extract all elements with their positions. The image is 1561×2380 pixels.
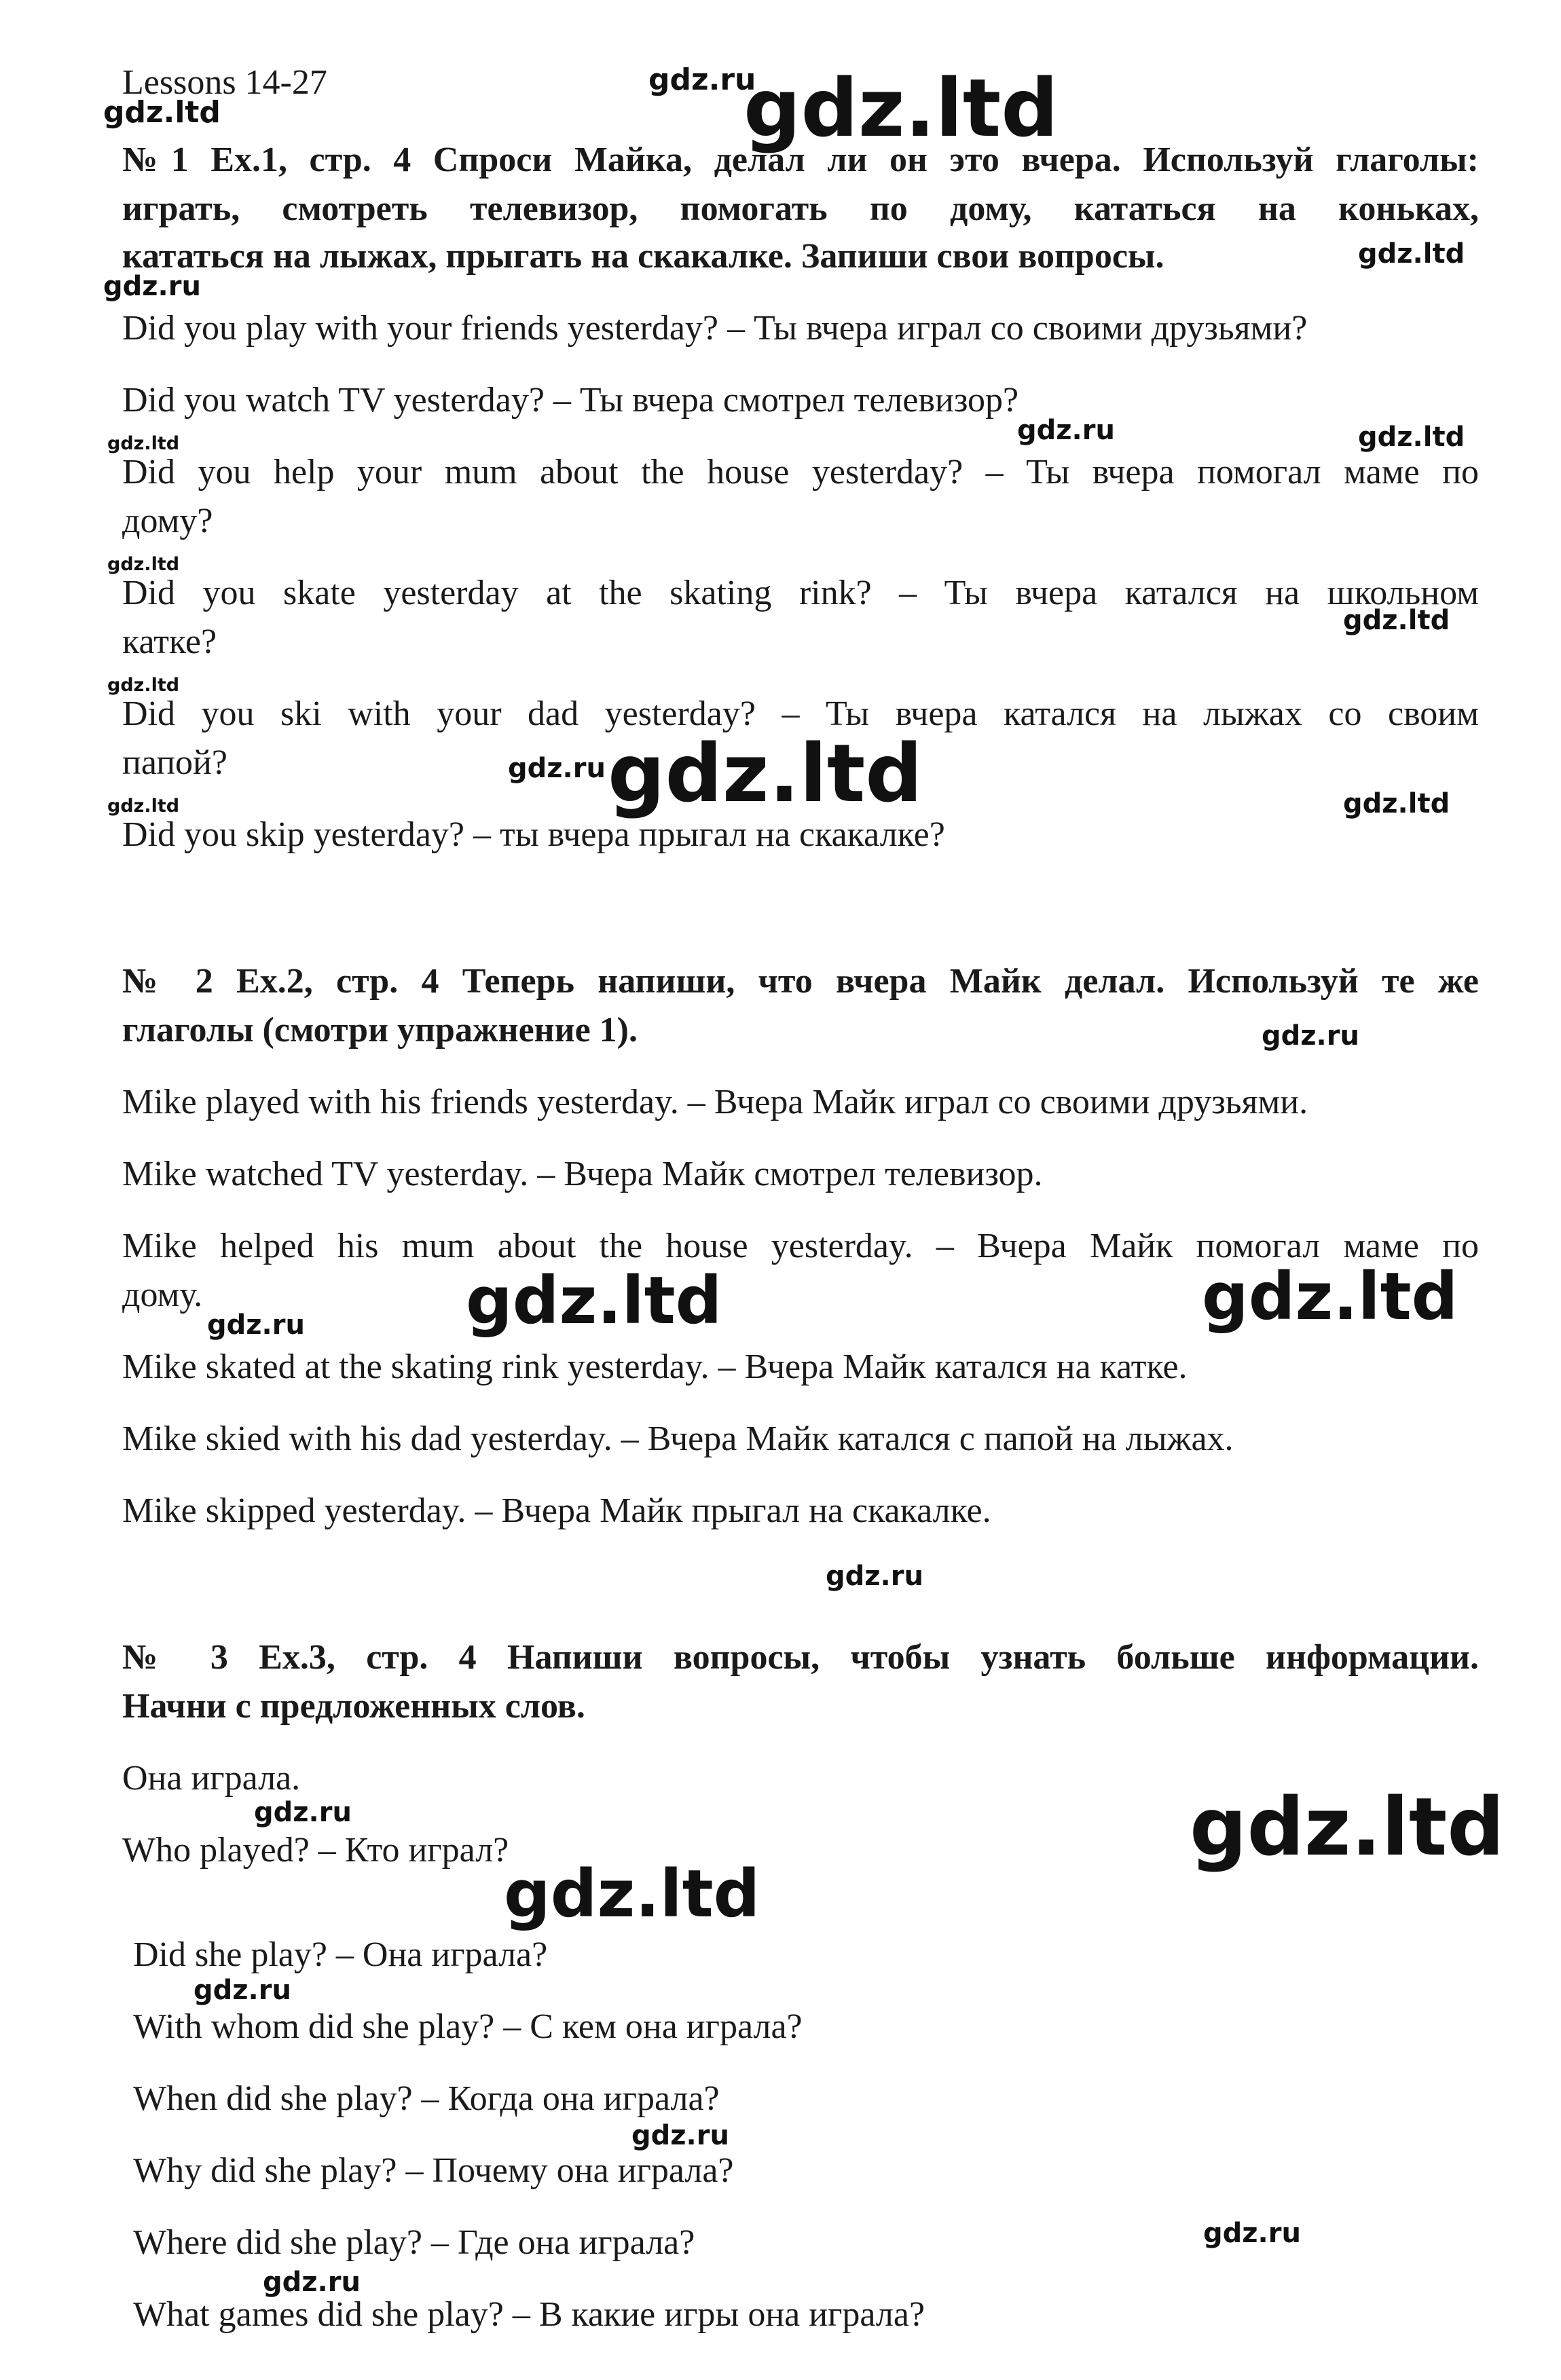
ex3-line-5: When did she play? – Когда она играла?	[133, 2079, 720, 2118]
watermark-gdz-ltd: gdz.ltd	[608, 726, 923, 820]
ex2-heading-line-1: № 2 Ex.2, стр. 4 Теперь напиши, что вчера Майк делал. Используй те же	[122, 962, 1479, 1001]
watermark-gdz-ru: gdz.ru	[648, 62, 756, 97]
watermark-gdz-ru: gdz.ru	[263, 2267, 361, 2298]
watermark-gdz-ltd: gdz.ltd	[1190, 1780, 1505, 1874]
ex3-line-2: Who played? – Кто играл?	[122, 1831, 509, 1870]
ex2-line-3: Mike helped his mum about the house yesterday. – Вчера Майк помогал маме по	[122, 1227, 1479, 1265]
watermark-gdz-ru: gdz.ru	[103, 271, 201, 302]
ex3-line-7: Where did she play? – Где она играла?	[133, 2223, 695, 2262]
ex3-line-6: Why did she play? – Почему она играла?	[133, 2151, 734, 2190]
ex1-line-4: дому?	[122, 502, 213, 540]
watermark-gdz-ltd: gdz.ltd	[107, 675, 180, 696]
watermark-gdz-ltd: gdz.ltd	[103, 95, 221, 130]
watermark-gdz-ru: gdz.ru	[194, 1975, 291, 2006]
ex3-line-8: What games did she play? – В какие игры она играла?	[133, 2295, 925, 2334]
watermark-gdz-ltd: gdz.ltd	[107, 433, 180, 454]
watermark-gdz-ltd: gdz.ltd	[1358, 238, 1465, 269]
ex1-line-1: Did you play with your friends yesterday? – Ты вчера играл со своими друзьями?	[122, 309, 1308, 348]
ex1-line-8: папой?	[122, 743, 227, 782]
ex1-line-2: Did you watch TV yesterday? – Ты вчера смотрел телевизор?	[122, 381, 1019, 420]
ex2-line-1: Mike played with his friends yesterday. – Вчера Майк играл со своими друзьями.	[122, 1083, 1308, 1121]
watermark-gdz-ltd: gdz.ltd	[466, 1263, 722, 1339]
watermark-gdz-ltd: gdz.ltd	[743, 61, 1059, 155]
watermark-gdz-ltd: gdz.ltd	[1343, 605, 1450, 636]
ex1-heading-line-2: играть, смотреть телевизор, помогать по дому, кататься на коньках,	[122, 189, 1479, 228]
ex3-line-1: Она играла.	[122, 1759, 301, 1798]
watermark-gdz-ru: gdz.ru	[508, 753, 606, 784]
ex2-line-6: Mike skied with his dad yesterday. – Вчера Майк катался с папой на лыжах.	[122, 1419, 1234, 1458]
watermark-gdz-ru: gdz.ru	[254, 1797, 352, 1828]
ex2-line-4: дому.	[122, 1276, 203, 1314]
watermark-gdz-ru: gdz.ru	[207, 1309, 305, 1341]
watermark-gdz-ltd: gdz.ltd	[1343, 788, 1450, 819]
ex2-line-5: Mike skated at the skating rink yesterday. – Вчера Майк катался на катке.	[122, 1347, 1188, 1386]
watermark-gdz-ltd: gdz.ltd	[1202, 1259, 1458, 1335]
ex1-line-7: Did you ski with your dad yesterday? – Ты вчера катался на лыжах со своим	[122, 694, 1479, 733]
watermark-gdz-ru: gdz.ru	[1203, 2218, 1301, 2249]
ex2-line-7: Mike skipped yesterday. – Вчера Майк прыгал на скакалке.	[122, 1491, 991, 1530]
watermark-gdz-ru: gdz.ru	[1017, 415, 1115, 446]
watermark-gdz-ltd: gdz.ltd	[504, 1856, 760, 1932]
ex1-heading-line-1: №1 Ex.1, стр. 4 Спроси Майка, делал ли он это вчера. Используй глаголы:	[122, 141, 1479, 179]
ex3-line-3: Did she play? – Она играла?	[133, 1935, 548, 1974]
ex2-heading-line-2: глаголы (смотри упражнение 1).	[122, 1011, 638, 1049]
ex1-line-5: Did you skate yesterday at the skating rink? – Ты вчера катался на школьном	[122, 574, 1479, 612]
ex1-line-9: Did you skip yesterday? – ты вчера прыгал на скакалке?	[122, 815, 945, 854]
ex1-line-3: Did you help your mum about the house yesterday? – Ты вчера помогал маме по	[122, 453, 1479, 491]
lessons-header: Lessons 14-27	[122, 63, 327, 102]
ex1-line-6: катке?	[122, 622, 217, 661]
ex3-heading-line-2: Начни с предложенных слов.	[122, 1687, 585, 1726]
watermark-gdz-ru: gdz.ru	[631, 2120, 729, 2151]
watermark-gdz-ltd: gdz.ltd	[107, 554, 180, 575]
watermark-gdz-ru: gdz.ru	[826, 1561, 923, 1592]
watermark-gdz-ltd: gdz.ltd	[107, 796, 180, 817]
ex3-line-4: With whom did she play? – С кем она играла?	[133, 2007, 803, 2046]
ex1-heading-line-3: кататься на лыжах, прыгать на скакалке. Запиши свои вопросы.	[122, 237, 1164, 276]
ex3-heading-line-1: № 3 Ex.3, стр. 4 Напиши вопросы, чтобы узнать больше информации.	[122, 1638, 1479, 1677]
ex2-line-2: Mike watched TV yesterday. – Вчера Майк смотрел телевизор.	[122, 1155, 1043, 1193]
watermark-gdz-ru: gdz.ru	[1262, 1020, 1359, 1052]
watermark-gdz-ltd: gdz.ltd	[1358, 422, 1465, 453]
